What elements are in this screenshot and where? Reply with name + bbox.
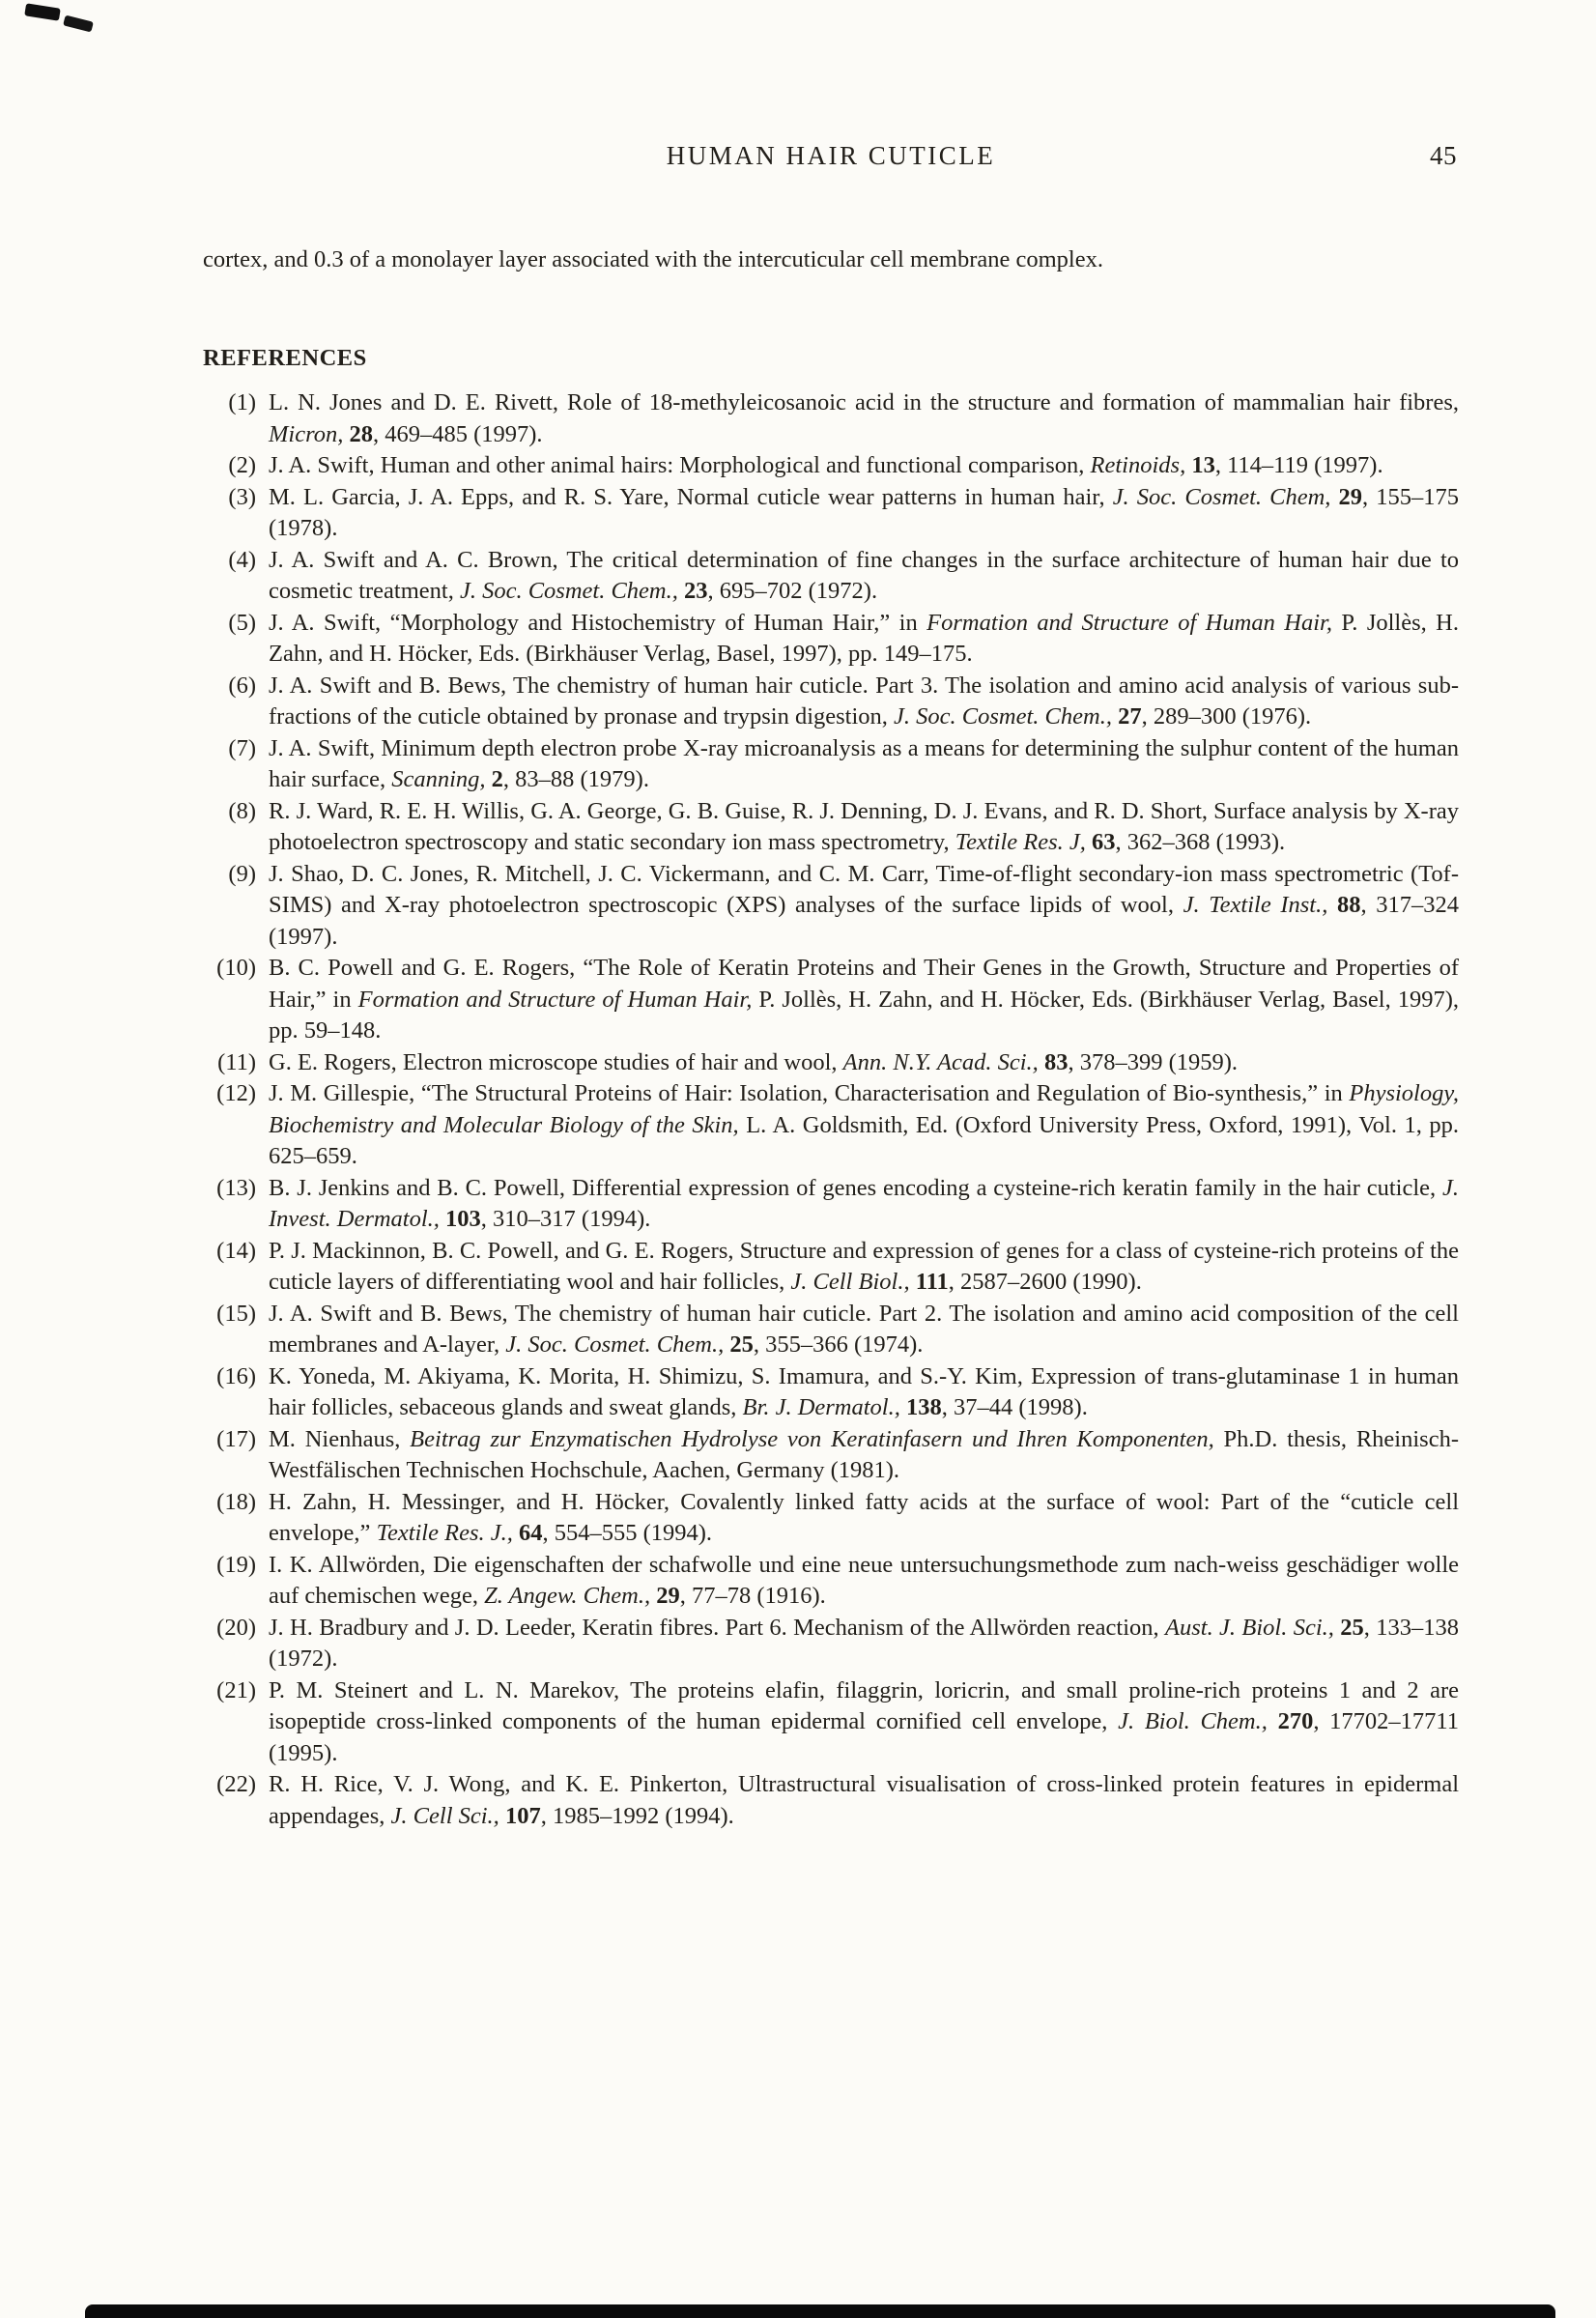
reference-number: (4) bbox=[228, 546, 256, 573]
references-list bbox=[203, 387, 1459, 1832]
reference-text: M. Nienhaus, Beitrag zur Enzymatischen Hydrolyse von Keratinfasern und Ihren Komponenten, Ph.D. thesis, Rheinisch-Westfälischen Technischen Hochschule, Aachen, Germany (1981). bbox=[269, 1425, 1459, 1483]
reference-number: (15) bbox=[216, 1300, 256, 1327]
reference-item bbox=[203, 1173, 1459, 1236]
reference-item bbox=[203, 1299, 1459, 1361]
reference-text: J. H. Bradbury and J. D. Leeder, Keratin fibres. Part 6. Mechanism of the Allwörden reaction, Aust. J. Biol. Sci., 25, 133–138 (1972). bbox=[269, 1614, 1459, 1672]
reference-text: J. Shao, D. C. Jones, R. Mitchell, J. C. Vickermann, and C. M. Carr, Time-of-flight secondary-ion mass spectrometric (Tof-SIMS) and X-ray photoelectron spectroscopic (XPS) analyses of the surface lipids of wool, J. Textile Inst., 88, 317–324 (1997). bbox=[269, 860, 1460, 950]
reference-item bbox=[203, 1769, 1459, 1832]
reference-text: P. J. Mackinnon, B. C. Powell, and G. E. Rogers, Structure and expression of genes for a class of cysteine-rich proteins of the cuticle layers of differentiating wool and hair follicles, J. Cell Biol., 111, 2587–2600 (1990). bbox=[269, 1237, 1459, 1295]
reference-item bbox=[203, 1236, 1459, 1299]
reference-number: (21) bbox=[216, 1676, 256, 1703]
reference-item bbox=[203, 482, 1459, 545]
reference-text: J. A. Swift and B. Bews, The chemistry of human hair cuticle. Part 2. The isolation and amino acid composition of the cell membranes and A-layer, J. Soc. Cosmet. Chem., 25, 355–366 (1974). bbox=[269, 1300, 1459, 1358]
reference-text: J. A. Swift and A. C. Brown, The critical determination of fine changes in the surface architecture of human hair due to cosmetic treatment, J. Soc. Cosmet. Chem., 23, 695–702 (1972). bbox=[269, 546, 1459, 604]
reference-item bbox=[203, 1078, 1459, 1173]
reference-number: (11) bbox=[217, 1048, 256, 1075]
reference-number: (18) bbox=[216, 1488, 256, 1515]
reference-item bbox=[203, 796, 1459, 859]
reference-number: (22) bbox=[216, 1771, 256, 1797]
reference-number: (5) bbox=[228, 609, 256, 636]
reference-text: R. H. Rice, V. J. Wong, and K. E. Pinkerton, Ultrastructural visualisation of cross-linked protein features in epidermal appendages, J. Cell Sci., 107, 1985–1992 (1994). bbox=[269, 1771, 1459, 1829]
reference-text: I. K. Allwörden, Die eigenschaften der schafwolle und eine neue untersuchungsmethode zum nach-weiss geschädiger wolle auf chemischen wege, Z. Angew. Chem., 29, 77–78 (1916). bbox=[269, 1551, 1459, 1609]
reference-item bbox=[203, 1047, 1459, 1079]
reference-text: J. A. Swift, Minimum depth electron probe X-ray microanalysis as a means for determining the sulphur content of the human hair surface, Scanning, 2, 83–88 (1979). bbox=[269, 734, 1459, 792]
scan-artifact-bottom-edge bbox=[85, 2304, 1555, 2318]
reference-number: (14) bbox=[216, 1237, 256, 1264]
reference-number: (6) bbox=[228, 672, 256, 699]
references-heading: REFERENCES bbox=[203, 345, 367, 371]
reference-number: (3) bbox=[228, 483, 256, 510]
reference-item bbox=[203, 1550, 1459, 1613]
reference-item bbox=[203, 1675, 1459, 1770]
reference-number: (8) bbox=[228, 797, 256, 824]
scan-artifact-speck bbox=[63, 15, 94, 33]
reference-text: B. C. Powell and G. E. Rogers, “The Role of Keratin Proteins and Their Genes in the Growth, Structure and Properties of Hair,” in Formation and Structure of Human Hair, P. Jollès, H. Zahn, and H. Höcker, Eds. (Birkhäuser Verlag, Basel, 1997), pp. 59–148. bbox=[269, 955, 1460, 1044]
reference-text: H. Zahn, H. Messinger, and H. Höcker, Covalently linked fatty acids at the surface of wool: Part of the “cuticle cell envelope,” Textile Res. J., 64, 554–555 (1994). bbox=[269, 1488, 1459, 1546]
reference-text: J. A. Swift and B. Bews, The chemistry of human hair cuticle. Part 3. The isolation and amino acid analysis of various sub-fractions of the cuticle obtained by pronase and trypsin digestion, J. Soc. Cosmet. Chem., 27, 289–300 (1976). bbox=[269, 672, 1459, 730]
scan-artifact-speck bbox=[24, 3, 61, 20]
reference-item bbox=[203, 545, 1459, 608]
running-title: HUMAN HAIR CUTICLE bbox=[666, 141, 996, 170]
reference-number: (19) bbox=[216, 1551, 256, 1578]
reference-item bbox=[203, 387, 1459, 450]
reference-item bbox=[203, 1613, 1459, 1675]
reference-item bbox=[203, 733, 1459, 796]
reference-text: G. E. Rogers, Electron microscope studies of hair and wool, Ann. N.Y. Acad. Sci., 83, 378–399 (1959). bbox=[269, 1048, 1239, 1075]
reference-number: (17) bbox=[216, 1425, 256, 1452]
reference-text: P. M. Steinert and L. N. Marekov, The proteins elafin, filaggrin, loricrin, and small proline-rich proteins 1 and 2 are isopeptide cross-linked components of the human epidermal cornified cell envelope, J. Biol. Chem., 270, 17702–17711 (1995). bbox=[269, 1676, 1459, 1766]
reference-text: J. A. Swift, Human and other animal hairs: Morphological and functional comparison, Retinoids, 13, 114–119 (1997). bbox=[269, 452, 1383, 478]
body-paragraph: cortex, and 0.3 of a monolayer layer associated with the intercuticular cell membrane complex. bbox=[203, 246, 1103, 272]
page-number: 45 bbox=[1430, 141, 1457, 170]
reference-item bbox=[203, 671, 1459, 733]
reference-number: (2) bbox=[228, 452, 256, 478]
reference-number: (16) bbox=[216, 1362, 256, 1389]
reference-text: R. J. Ward, R. E. H. Willis, G. A. George, G. B. Guise, R. J. Denning, D. J. Evans, and R. D. Short, Surface analysis by X-ray photoelectron spectroscopy and static secondary ion mass spectrometry, Textile Res. J, 63, 362–368 (1993). bbox=[269, 797, 1459, 855]
reference-item bbox=[203, 1424, 1459, 1487]
reference-number: (1) bbox=[228, 389, 256, 415]
reference-item bbox=[203, 1361, 1459, 1424]
reference-text: M. L. Garcia, J. A. Epps, and R. S. Yare, Normal cuticle wear patterns in human hair, J. Soc. Cosmet. Chem, 29, 155–175 (1978). bbox=[269, 483, 1460, 541]
running-header bbox=[203, 141, 1459, 171]
reference-text: J. A. Swift, “Morphology and Histochemistry of Human Hair,” in Formation and Structure of Human Hair, P. Jollès, H. Zahn, and H. Höcker, Eds. (Birkhäuser Verlag, Basel, 1997), pp. 149–175. bbox=[269, 609, 1459, 667]
reference-number: (13) bbox=[216, 1174, 256, 1201]
reference-number: (20) bbox=[216, 1614, 256, 1641]
reference-text: L. N. Jones and D. E. Rivett, Role of 18-methyleicosanoic acid in the structure and formation of mammalian hair fibres, Micron, 28, 469–485 (1997). bbox=[269, 389, 1459, 447]
reference-number: (9) bbox=[228, 860, 256, 887]
reference-number: (12) bbox=[216, 1080, 256, 1106]
reference-text: B. J. Jenkins and B. C. Powell, Differential expression of genes encoding a cysteine-rich keratin family in the hair cuticle, J. Invest. Dermatol., 103, 310–317 (1994). bbox=[269, 1174, 1459, 1232]
reference-number: (7) bbox=[228, 734, 256, 761]
reference-number: (10) bbox=[216, 955, 256, 981]
reference-text: K. Yoneda, M. Akiyama, K. Morita, H. Shimizu, S. Imamura, and S.-Y. Kim, Expression of trans-glutaminase 1 in human hair follicles, sebaceous glands and sweat glands, Br. J. Dermatol., 138, 37–44 (1998). bbox=[269, 1362, 1459, 1420]
reference-text: J. M. Gillespie, “The Structural Proteins of Hair: Isolation, Characterisation and Regulation of Bio-synthesis,” in Physiology, Biochemistry and Molecular Biology of the Skin, L. A. Goldsmith, Ed. (Oxford University Press, Oxford, 1991), Vol. 1, pp. 625–659. bbox=[269, 1080, 1460, 1169]
reference-item bbox=[203, 953, 1459, 1047]
reference-item bbox=[203, 1487, 1459, 1550]
reference-item bbox=[203, 450, 1459, 482]
reference-item bbox=[203, 859, 1459, 954]
page-content bbox=[203, 0, 1459, 1832]
reference-item bbox=[203, 608, 1459, 671]
